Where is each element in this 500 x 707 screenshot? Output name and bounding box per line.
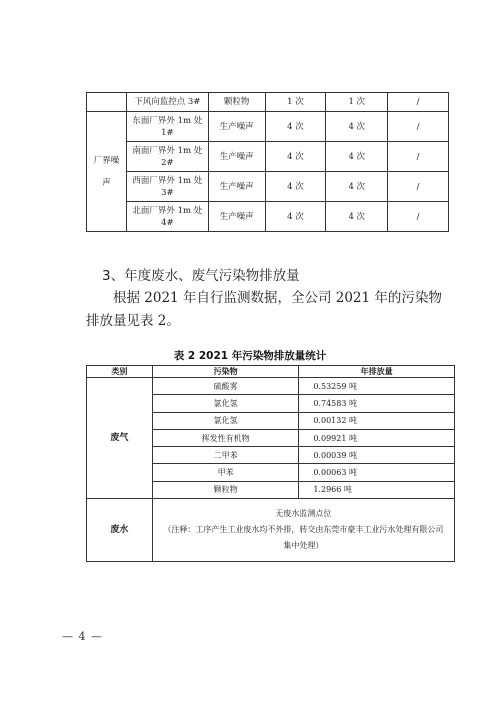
required-frequency: 4 次 [265,112,326,142]
body-paragraph: 根据 2021 年自行监测数据，全公司 2021 年的污染物排放量见表 2。 [86,290,442,329]
table-row [87,93,449,112]
required-frequency: 4 次 [265,202,326,232]
remark: / [388,202,449,232]
table-row [87,142,449,172]
monitoring-table [86,92,449,232]
monitoring-item: 生产噪声 [208,172,265,202]
monitoring-item: 生产噪声 [208,112,265,142]
wastewater-note-line2: （注释：工序产生工业废水均不外排，转交由东莞市豪丰工业污水处理有限公司集中处理） [163,525,444,551]
remark: / [388,142,449,172]
actual-frequency: 4 次 [326,172,388,202]
actual-frequency: 4 次 [326,142,388,172]
table-row [87,378,455,395]
remark: / [388,172,449,202]
emission-amount: 0.74583 吨 [299,395,455,412]
wastewater-note-line1: 无废水监测点位 [275,509,332,519]
monitoring-point: 下风向监控点 3# [126,93,208,112]
pollutant-name: 氯化氢 [152,412,299,429]
monitoring-item: 生产噪声 [208,142,265,172]
table-row [87,202,449,232]
header-category: 类别 [87,366,153,378]
required-frequency: 1 次 [265,93,326,112]
monitoring-point: 西面厂界外 1m 处 3# [126,172,208,202]
actual-frequency: 4 次 [326,112,388,142]
table-caption: 表 2 2021 年污染物排放量统计 [173,350,327,362]
group-label-cell [87,112,127,232]
table-row [87,112,449,142]
table-row [87,172,449,202]
required-frequency: 4 次 [265,172,326,202]
pollutant-name: 二甲苯 [152,447,299,464]
group-cell-empty [87,93,127,112]
monitoring-point: 北面厂界外 1m 处 4# [126,202,208,232]
header-pollutant: 污染物 [152,366,299,378]
table-header-row [87,366,455,378]
remark: / [388,93,449,112]
category-gas: 废气 [87,378,153,499]
wastewater-note-cell [152,499,454,562]
pollutant-name: 硫酸雾 [152,378,299,395]
group-label: 厂界噪声 [93,155,120,188]
section-heading: 3、年度废水、废气污染物排放量 [102,268,300,284]
table-row [87,499,455,562]
monitoring-item: 生产噪声 [208,202,265,232]
header-annual-emission: 年排放量 [299,366,455,378]
pollutant-name: 颗粒物 [152,481,299,498]
emission-table [86,365,455,562]
emission-amount: 0.00039 吨 [299,447,455,464]
emission-amount: 0.09921 吨 [299,429,455,446]
emission-amount: 1.2966 吨 [299,481,455,498]
actual-frequency: 1 次 [326,93,388,112]
emission-amount: 0.00132 吨 [299,412,455,429]
monitoring-point: 东面厂界外 1m 处 1# [126,112,208,142]
remark: / [388,112,449,142]
pollutant-name: 甲苯 [152,464,299,481]
required-frequency: 4 次 [265,142,326,172]
emission-amount: 0.00063 吨 [299,464,455,481]
pollutant-name: 挥发性有机物 [152,429,299,446]
pollutant-name: 氯化氢 [152,395,299,412]
monitoring-point: 南面厂界外 1m 处 2# [126,142,208,172]
actual-frequency: 4 次 [326,202,388,232]
emission-amount: 0.53259 吨 [299,378,455,395]
monitoring-item: 颗粒物 [208,93,265,112]
category-wastewater: 废水 [87,499,153,562]
page-number: — 4 — [62,630,103,643]
